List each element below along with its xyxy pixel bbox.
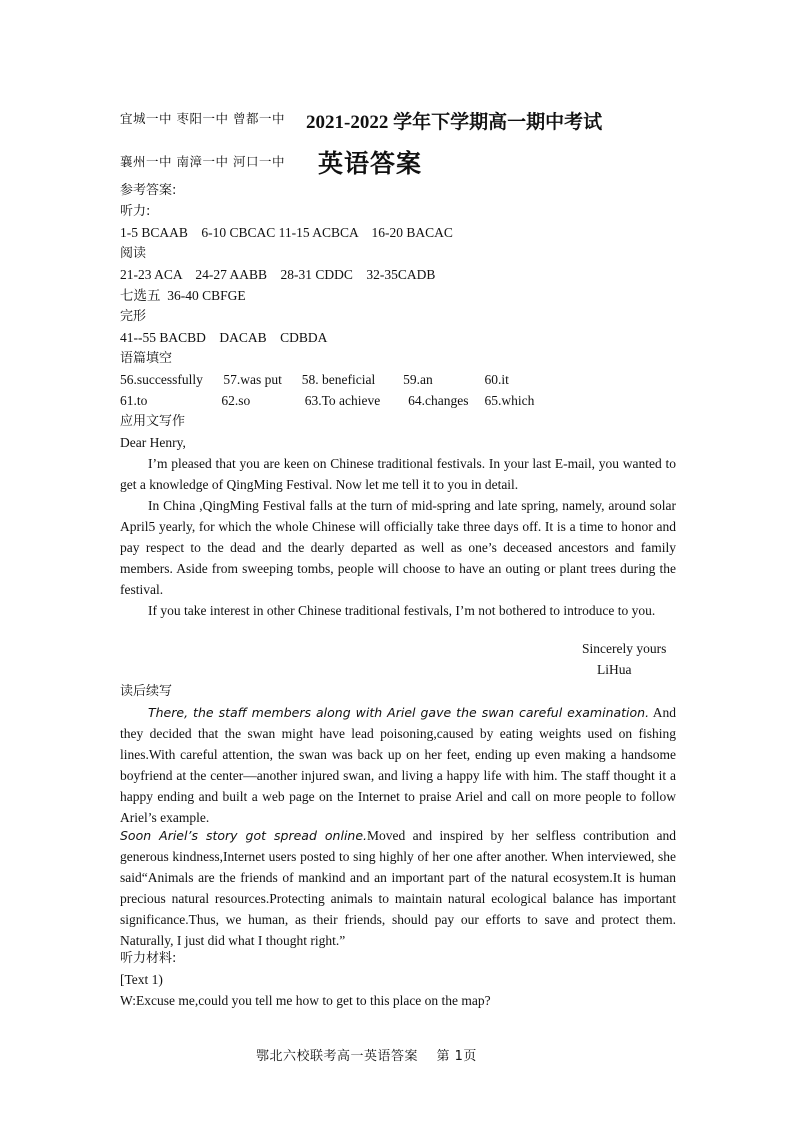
continuation-paragraph-2-body: Moved and inspired by her selfless contribution and generous kindness,Internet users posted to sing highly of her one after another. When interviewed, she said“Animals are the friends of mankind and an important part of the natural ecosystem.It is human precious natural resources.Protecting animals to maintain natural ecological balance has important significance.Thus, we human, as their friends, should pay our efforts to save and protect them. Naturally, I just did what I thought right.” bbox=[120, 828, 676, 948]
answer-57: 57.was put bbox=[223, 372, 282, 387]
listening-text-label: [Text 1) bbox=[120, 972, 163, 987]
schools-line-2: 襄州一中 南漳一中 河口一中 bbox=[120, 154, 285, 169]
continuation-paragraph-2-lead: Soon Ariel’s story got spread online. bbox=[120, 828, 368, 843]
answer-64: 64.changes bbox=[408, 393, 469, 408]
grammar-fill-row-2 bbox=[120, 391, 534, 411]
continuation-paragraph-1-body: And they decided that the swan might have lead poisoning,caused by eating weights used on fishing lines.With careful attention, the swan was back up on her feet, ending up even making a handsome boyfriend at the center—another injured swan, and living a happy life with him. The staff thought it a happy ending and built a web page on the Internet to praise Ariel and call on more people to follow Ariel’s example. bbox=[120, 705, 676, 825]
grammar-fill-row-1 bbox=[120, 370, 509, 390]
answer-59: 59.an bbox=[403, 372, 433, 387]
letter-signature: LiHua bbox=[597, 662, 632, 677]
continuation-paragraph-1 bbox=[120, 702, 676, 828]
answer-65: 65.which bbox=[484, 393, 535, 408]
grammar-fill-heading: 语篇填空 bbox=[120, 351, 173, 366]
exam-title: 2021-2022 学年下学期高一期中考试 bbox=[306, 112, 603, 133]
answer-58: 58. beneficial bbox=[301, 372, 376, 387]
letter-paragraph-3: If you take interest in other Chinese traditional festivals, I’m not bothered to introduce to you. bbox=[148, 603, 656, 618]
seven-choose-five-answers: 七选五 36-40 CBFGE bbox=[120, 288, 246, 303]
answer-60: 60.it bbox=[484, 372, 509, 387]
answer-63: 63.To achieve bbox=[304, 393, 381, 408]
letter-closing: Sincerely yours bbox=[582, 641, 667, 656]
page-footer: 鄂北六校联考高一英语答案 第 1页 bbox=[256, 1049, 477, 1064]
continuation-writing-heading: 读后续写 bbox=[120, 684, 173, 699]
continuation-paragraph-2 bbox=[120, 825, 676, 951]
cloze-answers: 41--55 BACBD DACAB CDBDA bbox=[120, 330, 328, 345]
listening-heading: 听力: bbox=[120, 204, 151, 219]
answer-56: 56.successfully bbox=[120, 372, 203, 387]
reading-answers: 21-23 ACA 24-27 AABB 28-31 CDDC 32-35CADB bbox=[120, 267, 436, 282]
cloze-heading: 完形 bbox=[120, 309, 147, 324]
schools-line-1: 宜城一中 枣阳一中 曾都一中 bbox=[120, 111, 285, 126]
answer-61: 61.to bbox=[120, 393, 148, 408]
reading-heading: 阅读 bbox=[120, 246, 147, 261]
reference-label: 参考答案: bbox=[120, 183, 177, 198]
letter-paragraph-2: In China ,QingMing Festival falls at the turn of mid-spring and late spring, namely, around solar April5 yearly, for which the whole Chinese will officially take three days off. It is a time to honor and pay respect to the dead and the dearly departed as well as one’s deceased ancestors and family members. Aside from sweeping tombs, people will choose to have an outing or plant trees during the festival. bbox=[120, 498, 676, 597]
answer-62: 62.so bbox=[221, 393, 251, 408]
listening-answers: 1-5 BCAAB 6-10 CBCAC 11-15 ACBCA 16-20 BACAC bbox=[120, 225, 453, 240]
continuation-paragraph-1-lead: There, the staff members along with Ariel gave the swan careful examination. bbox=[148, 705, 650, 720]
subject-title: 英语答案 bbox=[318, 149, 423, 178]
letter-salutation: Dear Henry, bbox=[120, 435, 186, 450]
listening-material-heading: 听力材料: bbox=[120, 951, 177, 966]
listening-text-first-line: W:Excuse me,could you tell me how to get to this place on the map? bbox=[120, 993, 491, 1008]
practical-writing-heading: 应用文写作 bbox=[120, 414, 186, 429]
letter-paragraph-1: I’m pleased that you are keen on Chinese traditional festivals. In your last E-mail, you wanted to get a knowledge of QingMing Festival. Now let me tell it to you in detail. bbox=[120, 456, 676, 492]
